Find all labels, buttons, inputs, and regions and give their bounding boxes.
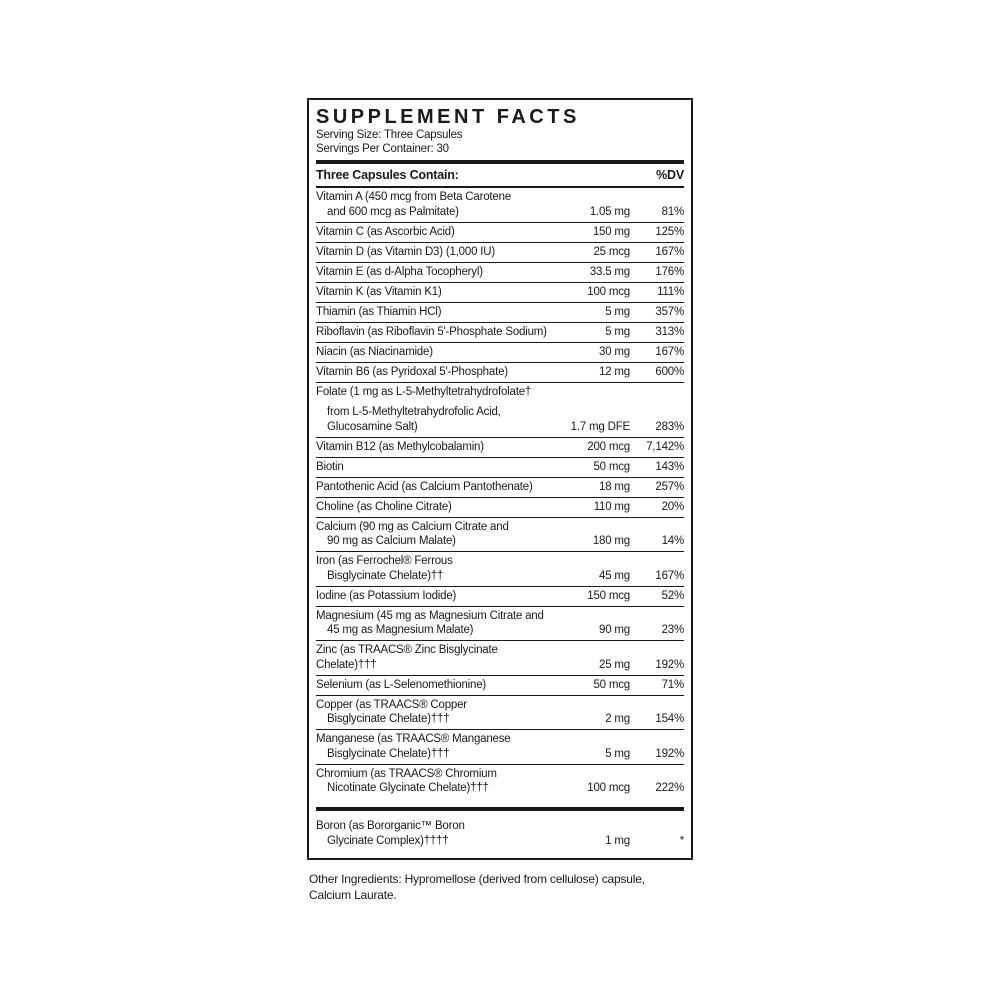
- nutrient-row: [316, 457, 684, 477]
- nutrient-row: [316, 606, 684, 641]
- nutrient-amount: 110 mg: [593, 500, 630, 513]
- nutrient-dv: 125%: [655, 225, 684, 238]
- column-header-row: [316, 164, 684, 188]
- nutrient-row: [316, 262, 684, 282]
- nutrient-amount: 100 mcg: [587, 285, 630, 298]
- nutrient-row: [316, 497, 684, 517]
- nutrient-dv: 192%: [655, 658, 684, 671]
- nutrient-amount: 200 mcg: [587, 440, 630, 453]
- nutrient-name: Vitamin C (as Ascorbic Acid): [316, 225, 455, 238]
- nutrient-row: [316, 764, 684, 799]
- nutrient-amount: 5 mg: [605, 305, 630, 318]
- nutrient-amount: 1.7 mg DFE: [570, 420, 630, 433]
- nutrient-name: Riboflavin (as Riboflavin 5'-Phosphate Sodium): [316, 325, 547, 338]
- nutrient-name: Choline (as Choline Citrate): [316, 500, 452, 513]
- nutrient-name: Vitamin A (450 mcg from Beta Carotene and 600 mcg as Palmitate): [316, 191, 512, 218]
- nutrient-name: Iron (as Ferrochel® Ferrous Bisglycinate Chelate)††: [316, 555, 453, 582]
- nutrient-row: [316, 188, 684, 222]
- nutrient-name: Pantothenic Acid (as Calcium Pantothenate): [316, 480, 533, 493]
- nutrient-name: Vitamin E (as d-Alpha Tocopheryl): [316, 265, 483, 278]
- nutrient-amount: 5 mg: [605, 747, 630, 760]
- nutrient-name: Vitamin B12 (as Methylcobalamin): [316, 440, 484, 453]
- nutrient-row: [316, 675, 684, 695]
- nutrient-row: [316, 242, 684, 262]
- other-ingredients-text: Other Ingredients: Hypromellose (derived from cellulose) capsule, Calcium Laurate.: [309, 872, 645, 902]
- nutrient-dv: 71%: [661, 678, 684, 691]
- nutrient-dv: 167%: [655, 345, 684, 358]
- nutrient-amount: 2 mg: [605, 713, 630, 725]
- nutrient-dv: 111%: [657, 285, 684, 298]
- nutrient-dv: 283%: [655, 420, 684, 433]
- column-header-dv: %DV: [656, 168, 684, 182]
- nutrient-dv: 600%: [655, 365, 684, 378]
- nutrient-dv: 23%: [661, 624, 684, 636]
- nutrient-amount: 25 mcg: [593, 245, 630, 258]
- nutrient-row: [316, 362, 684, 382]
- nutrient-dv: 52%: [661, 589, 684, 602]
- nutrient-row: [316, 640, 684, 675]
- nutrient-amount: 50 mcg: [593, 460, 630, 473]
- nutrient-row: [316, 382, 684, 437]
- nutrient-dv: 313%: [655, 325, 684, 338]
- nutrient-dv: 20%: [661, 500, 684, 513]
- nutrient-row: [316, 729, 684, 764]
- nutrient-dv: 81%: [661, 205, 684, 218]
- nutrient-row: [316, 437, 684, 457]
- nutrient-name: Copper (as TRAACS® Copper Bisglycinate Chelate)†††: [316, 698, 467, 725]
- nutrient-name: Chromium (as TRAACS® Chromium Nicotinate Glycinate Chelate)†††: [316, 767, 497, 794]
- nutrient-amount: 25 mg: [599, 658, 630, 671]
- nutrient-row: [316, 695, 684, 730]
- nutrient-name: Calcium (90 mg as Calcium Citrate and 90 mg as Calcium Malate): [316, 520, 509, 547]
- servings-per-container-text: Servings Per Container: 30: [316, 143, 449, 155]
- nutrient-amount: 18 mg: [599, 480, 630, 493]
- nutrient-name: Magnesium (45 mg as Magnesium Citrate and 45 mg as Magnesium Malate): [316, 609, 544, 636]
- nutrient-row: [316, 222, 684, 242]
- serving-info-block: [316, 106, 684, 164]
- nutrient-amount: 180 mg: [592, 535, 630, 547]
- nutrient-dv: *: [679, 834, 684, 847]
- serving-size-text: Serving Size: Three Capsules: [316, 129, 463, 141]
- nutrient-amount: 150 mg: [592, 225, 630, 238]
- nutrient-name: Vitamin K (as Vitamin K1): [316, 285, 442, 298]
- nutrient-row: [316, 477, 684, 497]
- nutrient-name: Manganese (as TRAACS® Manganese Bisglycinate Chelate)†††: [316, 733, 511, 760]
- nutrient-row: [316, 586, 684, 606]
- nutrient-name: Vitamin B6 (as Pyridoxal 5'-Phosphate): [316, 365, 508, 378]
- nutrient-rows: [316, 188, 684, 851]
- nutrient-row: [316, 517, 684, 552]
- nutrient-amount: 50 mcg: [593, 678, 630, 691]
- nutrient-name: Iodine (as Potassium Iodide): [316, 589, 457, 602]
- nutrient-name: Vitamin D (as Vitamin D3) (1,000 IU): [316, 245, 495, 258]
- nutrient-amount: 5 mg: [605, 325, 630, 338]
- nutrient-dv: 143%: [655, 460, 684, 473]
- nutrient-row: [316, 322, 684, 342]
- nutrient-name: Biotin: [316, 460, 344, 473]
- nutrient-name: Folate (1 mg as L-5-Methyltetrahydrofolate† from L-5-Methyltetrahydrofolic Acid, Glucosamine Salt): [316, 385, 532, 433]
- supplement-facts-panel: [307, 98, 693, 860]
- nutrient-row: [316, 302, 684, 322]
- nutrient-dv: 192%: [655, 747, 684, 760]
- nutrient-name: Boron (as Bororganic™ Boron Glycinate Complex)††††: [316, 820, 465, 847]
- nutrient-dv: 154%: [655, 713, 684, 725]
- daily-value-footnote: [316, 860, 684, 861]
- nutrient-dv: 176%: [655, 265, 684, 278]
- nutrient-amount: 12 mg: [599, 365, 630, 378]
- nutrient-dv: 14%: [661, 535, 684, 547]
- nutrient-row: [316, 807, 684, 851]
- nutrient-row: [316, 282, 684, 302]
- column-header-contain: Three Capsules Contain:: [316, 168, 459, 182]
- nutrient-amount: 45 mg: [599, 569, 630, 582]
- nutrient-amount: 90 mg: [599, 624, 630, 636]
- nutrient-name: Selenium (as L-Selenomethionine): [316, 678, 487, 691]
- nutrient-amount: 150 mcg: [587, 589, 630, 602]
- nutrient-dv: 357%: [655, 305, 684, 318]
- nutrient-row: [316, 342, 684, 362]
- nutrient-amount: 1.05 mg: [589, 205, 630, 218]
- nutrient-amount: 30 mg: [599, 345, 630, 358]
- supplement-facts-title: SUPPLEMENT FACTS: [316, 106, 580, 128]
- nutrient-dv: 222%: [655, 782, 684, 794]
- nutrient-dv: 7,142%: [646, 440, 684, 453]
- nutrient-name: Zinc (as TRAACS® Zinc Bisglycinate Chelate)†††: [316, 644, 498, 671]
- nutrient-dv: 167%: [655, 245, 684, 258]
- nutrient-name: Thiamin (as Thiamin HCl): [316, 305, 442, 318]
- nutrient-dv: 167%: [655, 569, 684, 582]
- nutrient-dv: 257%: [655, 480, 684, 493]
- nutrient-row: [316, 551, 684, 586]
- nutrient-name: Niacin (as Niacinamide): [316, 345, 433, 358]
- nutrient-amount: 1 mg: [605, 834, 630, 847]
- nutrient-amount: 33.5 mg: [589, 265, 630, 278]
- nutrient-amount: 100 mcg: [587, 782, 630, 794]
